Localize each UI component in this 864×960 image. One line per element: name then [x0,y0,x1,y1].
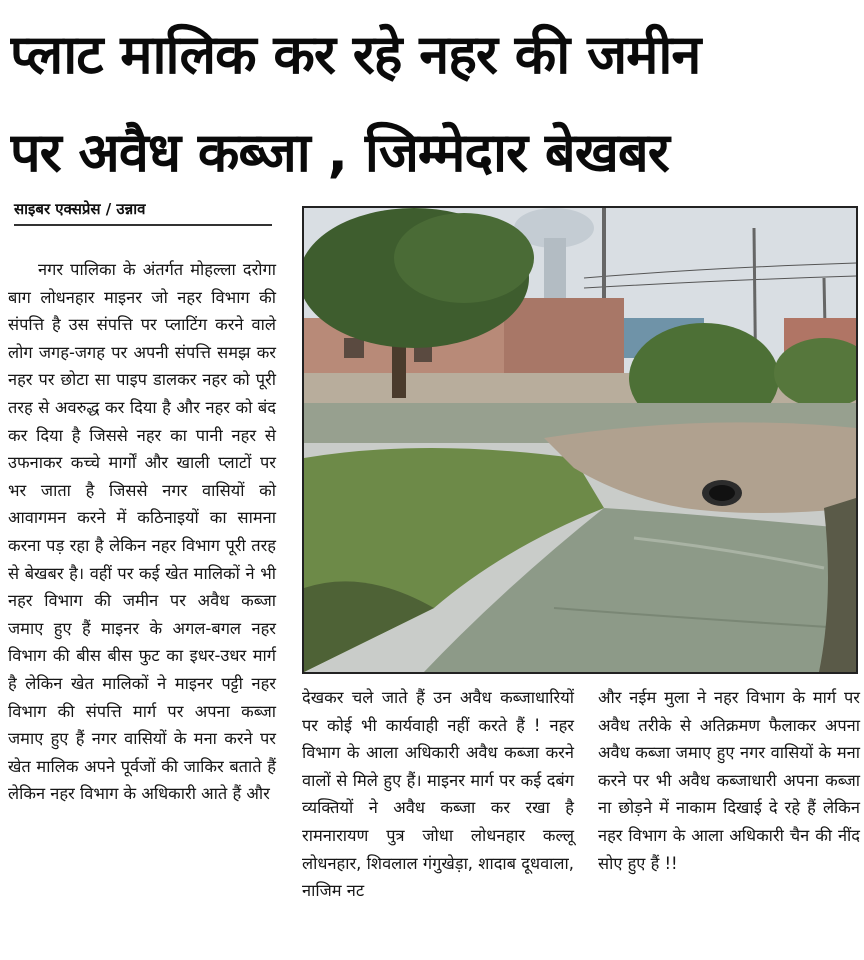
article-column-1: नगर पालिका के अंतर्गत मोहल्ला दरोगा बाग लोधनहार माइनर जो नहर विभाग की संपत्ति है उस संपत्ति पर प्लाटिंग करने वाले लोग जगह-जगह पर अपनी संपत्ति समझ कर नहर पर छोटा सा पाइप डालकर नहर को पूरी तरह से अवरुद्ध कर दिया है और नहर को बंद कर दिया है जिससे नहर का पानी नहर से उफनाकर कच्चे मार्गों और खाली प्लाटों पर भर जाता है जिससे नगर वासियों को आवागमन करने में कठिनाइयों का सामना करना पड़ रहा है लेकिन नहर विभाग पूरी तरह से बेखबर है। वहीं पर कई खेत मालिकों ने भी नहर विभाग की जमीन पर अवैध कब्जा जमाए हुए हैं माइनर के अगल-बगल नहर विभाग की बीस बीस फुट का इधर-उधर मार्ग है लेकिन खेत मालिकों ने माइनर पट्टी नहर विभाग की संपत्ति मार्ग पर अपना कब्जा जमाए हुए हैं नगर वासियों के मना करने पर खेत मालिक अपने पूर्वजों की जाकिर बताते हैं लेकिन नहर विभाग के अधिकारी आते हैं और [8,260,276,804]
canal-photo-illustration [304,208,856,672]
headline [10,6,858,202]
article-column-3: और नईम मुला ने नहर विभाग के मार्ग पर अवैध तरीके से अतिक्रमण फैलाकर अपना अवैध कब्जा जमाए हुए नगर वासियों के मना करने पर भी अवैध कब्जाधारी अपना कब्जा ना छोड़ने में नाकाम दिखाई दे रहे हैं लेकिन नहर विभाग के आला अधिकारी चैन की नींद सोए हुए हैं !! [598,688,860,873]
news-photo-canal [302,206,858,674]
article-column-2: देखकर चले जाते हैं उन अवैध कब्जाधारियों पर कोई भी कार्यवाही नहीं करते हैं ! नहर विभाग के आला अधिकारी अवैध कब्जा करने वालों से मिले हुए हैं। माइनर मार्ग पर कई दबंग व्यक्तियों ने अवैध कब्जा कर रखा है रामनारायण पुत्र जोधा लोधनहार कल्लू लोधनहार, शिवलाल गंगुखेड़ा, शादाब दूधवाला, नाजिम नट [302,688,574,901]
byline: साइबर एक्सप्रेस / उन्नाव [14,198,272,226]
headline-line-1: प्लाट मालिक कर रहे नहर की जमीन [10,23,701,86]
headline-line-2: पर अवैध कब्जा , जिम्मेदार बेखबर [10,121,669,184]
